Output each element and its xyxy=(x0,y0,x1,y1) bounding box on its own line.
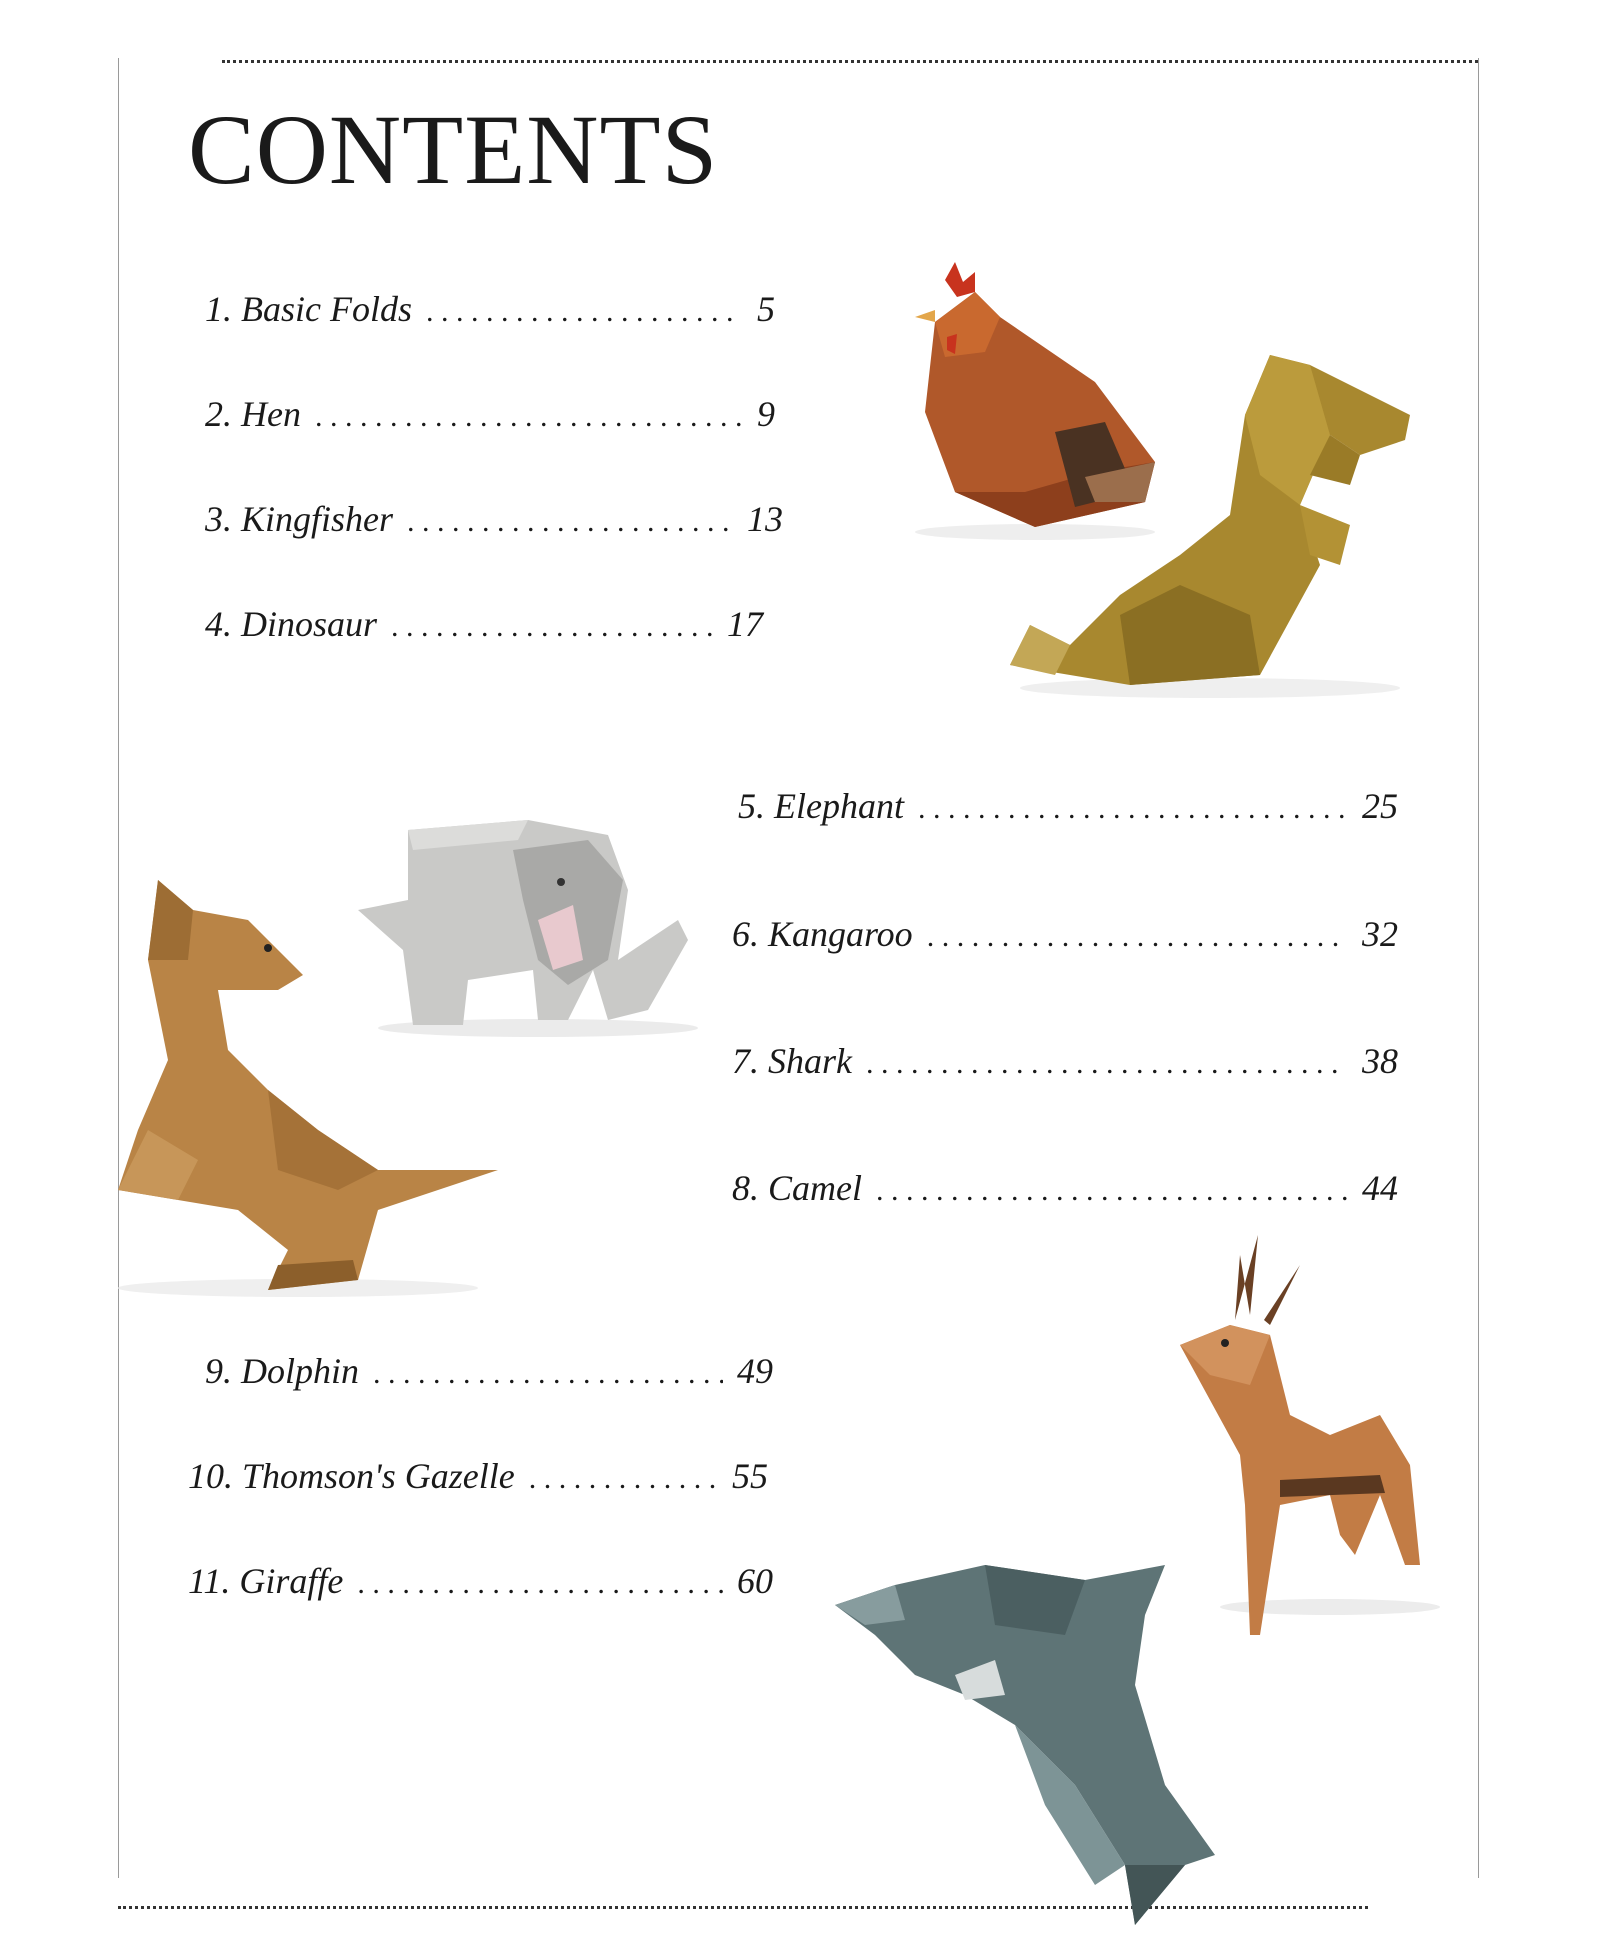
dot-leader xyxy=(529,1462,718,1496)
toc-entry-label: 9. Dolphin xyxy=(205,1351,360,1391)
toc-entry-thomsons-gazelle[interactable] xyxy=(188,1455,768,1497)
toc-page-number: 13 xyxy=(747,499,783,539)
toc-page-number: 38 xyxy=(1362,1041,1398,1081)
origami-kangaroo-image xyxy=(118,880,508,1300)
dot-leader xyxy=(866,1047,1348,1081)
toc-entry-label: 5. Elephant xyxy=(738,786,904,826)
toc-page-number: 60 xyxy=(737,1561,773,1601)
toc-entry-kingfisher[interactable] xyxy=(205,498,783,540)
dot-leader xyxy=(391,610,713,644)
page-border-right xyxy=(1478,58,1479,1878)
toc-page-number: 32 xyxy=(1362,914,1398,954)
toc-page-number: 25 xyxy=(1362,786,1398,826)
dot-leader xyxy=(927,920,1348,954)
top-dotted-rule xyxy=(222,60,1478,63)
dot-leader xyxy=(407,505,733,539)
toc-entry-camel[interactable] xyxy=(732,1167,1398,1209)
toc-entry-hen[interactable] xyxy=(205,393,775,435)
toc-entry-kangaroo[interactable] xyxy=(732,913,1398,955)
toc-entry-giraffe[interactable] xyxy=(188,1560,773,1602)
dot-leader xyxy=(357,1567,723,1601)
dot-leader xyxy=(373,1357,723,1391)
toc-entry-label: 4. Dinosaur xyxy=(205,604,378,644)
toc-entry-dinosaur[interactable] xyxy=(205,603,763,645)
dot-leader xyxy=(876,1174,1348,1208)
toc-page-number: 44 xyxy=(1362,1168,1398,1208)
toc-entry-label: 10. Thomson's Gazelle xyxy=(188,1456,515,1496)
toc-entry-label: 3. Kingfisher xyxy=(205,499,394,539)
page-title: CONTENTS xyxy=(188,94,719,205)
origami-dolphin-image xyxy=(835,1565,1245,1925)
toc-page-number: 49 xyxy=(737,1351,773,1391)
origami-dinosaur-image xyxy=(1010,355,1410,700)
toc-page-number: 5 xyxy=(757,289,775,329)
toc-entry-label: 6. Kangaroo xyxy=(732,914,913,954)
toc-page-number: 9 xyxy=(757,394,775,434)
toc-page-number: 17 xyxy=(727,604,763,644)
dot-leader xyxy=(426,295,743,329)
toc-entry-label: 11. Giraffe xyxy=(188,1561,344,1601)
toc-entry-shark[interactable] xyxy=(732,1040,1398,1082)
toc-entry-elephant[interactable] xyxy=(738,785,1398,827)
dot-leader xyxy=(315,400,743,434)
toc-entry-label: 1. Basic Folds xyxy=(205,289,412,329)
toc-page-number: 55 xyxy=(732,1456,768,1496)
toc-entry-label: 2. Hen xyxy=(205,394,301,434)
toc-entry-basic-folds[interactable] xyxy=(205,288,775,330)
toc-entry-dolphin[interactable] xyxy=(205,1350,773,1392)
toc-entry-label: 7. Shark xyxy=(732,1041,852,1081)
toc-entry-label: 8. Camel xyxy=(732,1168,862,1208)
dot-leader xyxy=(918,792,1348,826)
